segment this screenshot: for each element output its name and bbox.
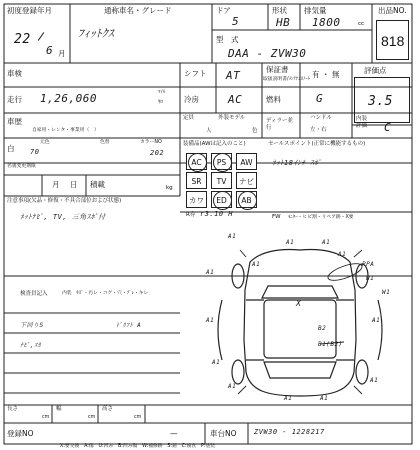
lot-number-label: 出品NO. <box>378 6 407 15</box>
option-ps-circle <box>213 153 232 172</box>
damage-mark: A1 <box>252 261 261 268</box>
warranty-sub: 取扱説明書/ﾒﾝﾃﾅﾝｽﾉｰﾄ <box>263 77 311 82</box>
first-registration-month: 6 <box>46 44 54 57</box>
fuel-value: G <box>316 92 324 105</box>
damage-mark: PPA <box>362 261 375 268</box>
width-label: 幅 <box>56 406 62 412</box>
fw-label: FW <box>272 214 281 220</box>
paint-change-label: 色替 <box>100 140 110 145</box>
auction-sheet: 初度登録年月 22 6 月 通称車名・グレード ﾌｨｯﾄｸｽ ドア 5 形状 HB 排気量 1800 cc 出品NO. 818 型 式 DAA - ZVW30 車検 シフト AT 保証書 取扱説明書/ﾒﾝﾃﾅﾝｽﾉｰﾄ 有 ・ 無 評価点 3.5 走行 1,26,060 ﾏｲﾙ ｷﾛ 冷房 AC 燃料 G 車歴 自家用・レンタ・事業用（ ） 定員 人 外装モデル 色 ディラー並行 ハンドル 左・右 内装評価 C 元色 色替 カラーNO 白 70 202 名義変更期限 月 日 積載 kg 装備品(AWは記入のこと) AC PS AW SR TV ナビ カワ ED AB R券 r3.10 H セールスポイント(正常に機能するもの) ﾈｯﾄ18ｲﾝﾁ ｽﾎﾟ FW ﾓﾆﾀｰ・ヒビ割・リペア跡・X要 注意事項(欠品・修復・不具合部位および状態) ﾈｯﾄﾅﾋﾞ, TV, 三角ｽﾎﾟ付 検査員記入 内装 ｷｽﾞ・汚レ・コゲ・穴・ﾌﾞﾚ・キレ 下回りS ﾄﾞﾘﾌﾄ A ﾅﾋﾞ,ｽｶ A1 A1 A1 A1 A1 A1 PPA W1 W1 X B2 B1(B2) A1 A1 A1 A1 A1 A1 A1 長さ cm 幅 cm 高さ cm 登録NO — 車台NO ZVW30 - 1228217 X:要交換 A:傷 U:凹み B:凹み傷 W:補修跡 S:錆 C:腐食 P:塗装 <box>0 0 420 450</box>
warranty-label: 保証書 <box>266 65 289 74</box>
displacement-unit: cc <box>358 21 365 27</box>
load-unit: kg <box>166 185 173 191</box>
car-name-label: 通称車名・グレード <box>104 6 172 15</box>
history-label: 車歴 <box>7 117 22 126</box>
car-outline-diagram <box>218 250 382 397</box>
width-unit: cm <box>88 415 96 420</box>
r-ticket-value: r3.10 H <box>200 210 234 218</box>
dealer-label: ディラー並行 <box>266 118 294 131</box>
name-change-label: 名義変更期限 <box>7 164 36 169</box>
mileage-unit-mile: ﾏｲﾙ <box>158 90 166 95</box>
first-registration-label: 初度登録年月 <box>7 6 52 15</box>
inspector-note-underbody: 下回りS <box>20 322 44 329</box>
option-aw: AW <box>236 153 257 170</box>
damage-legend: X:要交換 A:傷 U:凹み B:凹み傷 W:補修跡 S:錆 C:腐食 P:塗装 <box>60 444 216 449</box>
load-label: 積載 <box>90 180 105 189</box>
inspection-label: 車検 <box>7 69 22 78</box>
month-unit: 月 <box>58 49 66 58</box>
notes-label: 注意事項(欠品・修復・不具合部位および状態) <box>7 198 122 204</box>
registration-dash: — <box>170 429 178 438</box>
color-number-value: 202 <box>150 149 165 157</box>
registration-number-label: 登録NO <box>7 429 34 438</box>
inspector-note-navi: ﾅﾋﾞ,ｽｶ <box>20 342 42 349</box>
inspector-label: 検査員記入 <box>20 291 48 297</box>
score-label: 評価点 <box>364 66 387 75</box>
score-value: 3.5 <box>368 94 393 109</box>
damage-mark: A1 <box>370 377 379 384</box>
option-ac-circle <box>188 153 207 172</box>
color-number-label: カラーNO <box>140 140 162 145</box>
car-name-value: ﾌｨｯﾄｸｽ <box>78 27 114 40</box>
option-ed: ED <box>211 191 232 208</box>
damage-mark: A1 <box>372 317 381 324</box>
damage-mark: A1 <box>284 395 293 402</box>
color-value: 白 <box>7 144 15 153</box>
handle-value: 左・右 <box>310 127 327 133</box>
inspector-note-drift: ﾄﾞﾘﾌﾄ A <box>116 322 142 329</box>
damage-mark: A1 <box>338 251 347 258</box>
displacement-value: 1800 <box>312 16 341 29</box>
original-color-label: 元色 <box>40 140 50 145</box>
fw-value: ﾓﾆﾀｰ・ヒビ割・リペア跡・X要 <box>288 215 354 220</box>
sales-points-value: ﾈｯﾄ18ｲﾝﾁ ｽﾎﾟ <box>272 159 322 167</box>
option-navi: ナビ <box>236 172 257 189</box>
vin-value: ZVW30 - 1228217 <box>254 428 325 436</box>
color-code: 70 <box>30 148 40 156</box>
mileage-unit-km: ｷﾛ <box>158 100 163 105</box>
shift-label: シフト <box>184 69 207 78</box>
interior-value: C <box>384 121 392 134</box>
damage-mark: A1 <box>228 383 237 390</box>
history-sub: 自家用・レンタ・事業用（ ） <box>32 128 99 133</box>
vin-label: 車台NO <box>210 429 237 438</box>
damage-mark: W1 <box>366 275 375 282</box>
displacement-label: 排気量 <box>304 6 327 15</box>
options-label: 装備品(AWは記入のこと) <box>183 141 246 147</box>
capacity-label: 定員 <box>183 115 195 121</box>
mileage-label: 走行 <box>7 95 22 104</box>
damage-mark: A1 <box>322 239 331 246</box>
damage-mark: B2 <box>318 325 327 332</box>
warranty-none: 無 <box>332 70 340 79</box>
damage-mark: X <box>296 299 302 308</box>
color-model-label: 外装モデル <box>218 115 246 121</box>
length-unit: cm <box>42 415 50 420</box>
option-leather: カワ <box>186 191 207 208</box>
option-ab: AB <box>236 191 257 208</box>
damage-mark: A1 <box>320 395 329 402</box>
ac-value: AC <box>228 93 243 106</box>
name-change-day: 日 <box>70 180 78 189</box>
shift-value: AT <box>226 69 241 82</box>
option-ac: AC <box>186 153 207 170</box>
inspector-tags: 内装 ｷｽﾞ・汚レ・コゲ・穴・ﾌﾞﾚ・キレ <box>62 291 149 296</box>
model-label: 型 式 <box>216 35 239 44</box>
notes-value: ﾈｯﾄﾅﾋﾞ, TV, 三角ｽﾎﾟ付 <box>20 213 106 221</box>
damage-mark: A1 <box>212 359 221 366</box>
shape-label: 形状 <box>272 6 287 15</box>
ac-label: 冷房 <box>184 95 199 104</box>
lot-number: 818 <box>381 33 405 49</box>
door-label: ドア <box>216 6 231 15</box>
sales-points-label: セールスポイント(正常に機能するもの) <box>268 141 366 147</box>
shape-value: HB <box>276 16 291 29</box>
damage-mark: A1 <box>228 233 237 240</box>
option-ed-circle <box>213 191 232 210</box>
option-ab-circle <box>238 191 257 210</box>
option-ps: PS <box>211 153 232 170</box>
height-label: 高さ <box>102 406 114 412</box>
damage-mark: W1 <box>382 289 391 296</box>
damage-mark: A1 <box>286 239 295 246</box>
first-registration-year: 22 <box>14 32 31 47</box>
damage-mark: A1 <box>206 269 215 276</box>
color-unit: 色 <box>252 128 258 134</box>
length-label: 長さ <box>7 406 19 412</box>
height-unit: cm <box>134 415 142 420</box>
r-ticket-label: R券 <box>186 212 196 218</box>
warranty-has: 有 <box>312 70 320 79</box>
door-value: 5 <box>232 15 240 28</box>
option-tv: TV <box>211 172 232 189</box>
option-sr: SR <box>186 172 207 189</box>
fuel-label: 燃料 <box>266 95 281 104</box>
mileage-value: 1,26,060 <box>40 92 97 105</box>
damage-mark: B1(B2) <box>318 341 343 348</box>
model-value: DAA - ZVW30 <box>228 47 307 60</box>
name-change-month: 月 <box>52 180 60 189</box>
damage-mark: A1 <box>206 317 215 324</box>
capacity-unit: 人 <box>206 128 212 134</box>
handle-label: ハンドル <box>310 115 333 121</box>
interior-label: 内装評価 <box>356 116 368 129</box>
